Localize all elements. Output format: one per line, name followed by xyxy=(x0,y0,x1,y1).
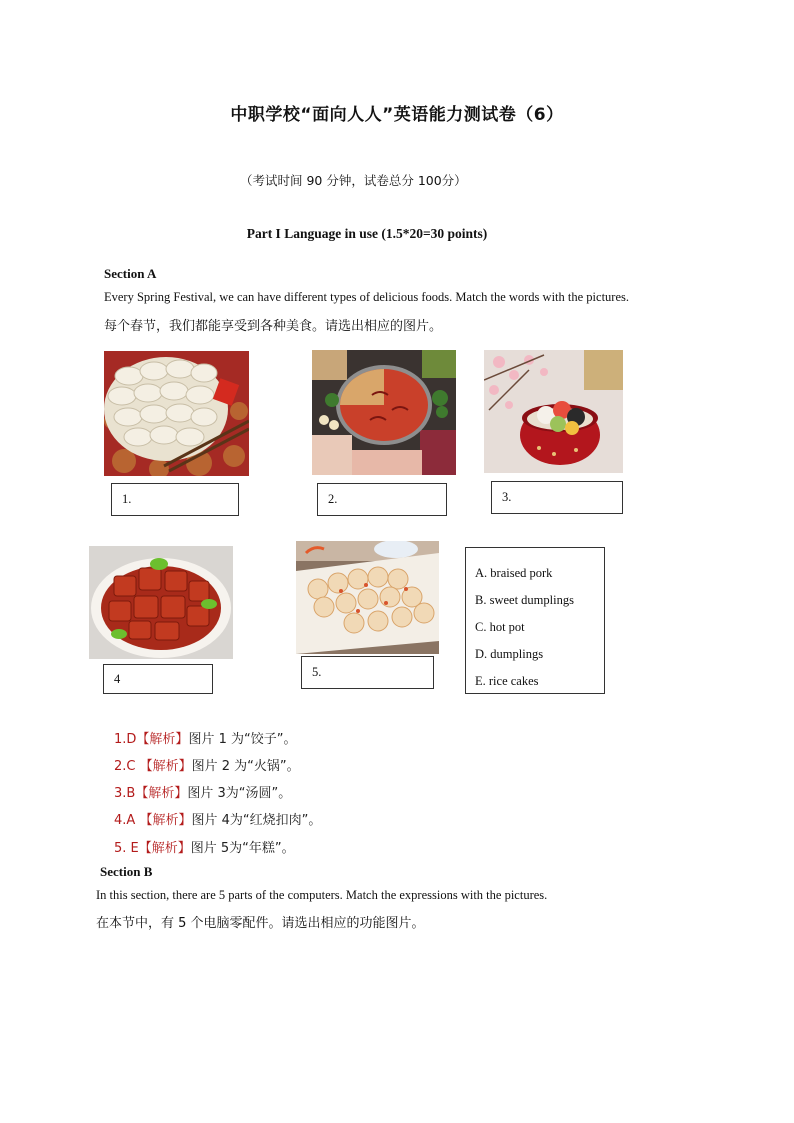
part-heading: Part I Language in use (1.5*20=30 points) xyxy=(246,226,488,241)
answer-line: 4.A 【解析】图片 4为“红烧扣肉”。 xyxy=(114,813,322,828)
section-a-instruction-en: Every Spring Festival, we can have different types of delicious foods. Match the words with the pictures. xyxy=(104,290,629,304)
answer-line: 1.D【解析】图片 1 为“饺子”。 xyxy=(114,732,297,747)
option-b: B. sweet dumplings xyxy=(475,593,574,607)
answer-box-3[interactable]: 3. xyxy=(491,481,623,514)
hotpot-photo xyxy=(312,350,456,475)
answer-line: 5. E【解析】图片 5为“年糕”。 xyxy=(114,841,295,856)
answer-box-5[interactable]: 5. xyxy=(301,656,434,689)
option-a: A. braised pork xyxy=(475,566,553,580)
page-title: 中职学校“面向人人”英语能力测试卷（6） xyxy=(230,105,564,125)
sweet-dumplings-photo xyxy=(484,350,623,473)
option-d: D. dumplings xyxy=(475,647,544,661)
answer-box-1[interactable]: 1. xyxy=(111,483,239,516)
option-c: C. hot pot xyxy=(475,620,525,634)
option-e: E. rice cakes xyxy=(475,674,539,688)
section-a-instruction-zh: 每个春节，我们都能享受到各种美食。请选出相应的图片。 xyxy=(104,319,443,334)
answer-line: 3.B【解析】图片 3为“汤圆”。 xyxy=(114,786,292,801)
answer-box-2[interactable]: 2. xyxy=(317,483,447,516)
exam-info: （考试时间 90 分钟，试卷总分 100分） xyxy=(240,173,467,188)
answer-line: 2.C 【解析】图片 2 为“火锅”。 xyxy=(114,759,300,774)
section-b-instruction-en: In this section, there are 5 parts of the computers. Match the expressions with the pictures. xyxy=(96,888,548,902)
braised-pork-photo xyxy=(89,546,233,659)
section-b-instruction-zh: 在本节中，有 5 个电脑零配件。请选出相应的功能图片。 xyxy=(96,916,425,931)
section-b-heading: Section B xyxy=(100,864,153,879)
answer-box-4[interactable]: 4 xyxy=(103,664,213,694)
options-box xyxy=(465,547,605,694)
dumplings-photo xyxy=(104,351,249,476)
section-a-heading: Section A xyxy=(104,266,157,281)
rice-cakes-photo xyxy=(296,541,439,654)
